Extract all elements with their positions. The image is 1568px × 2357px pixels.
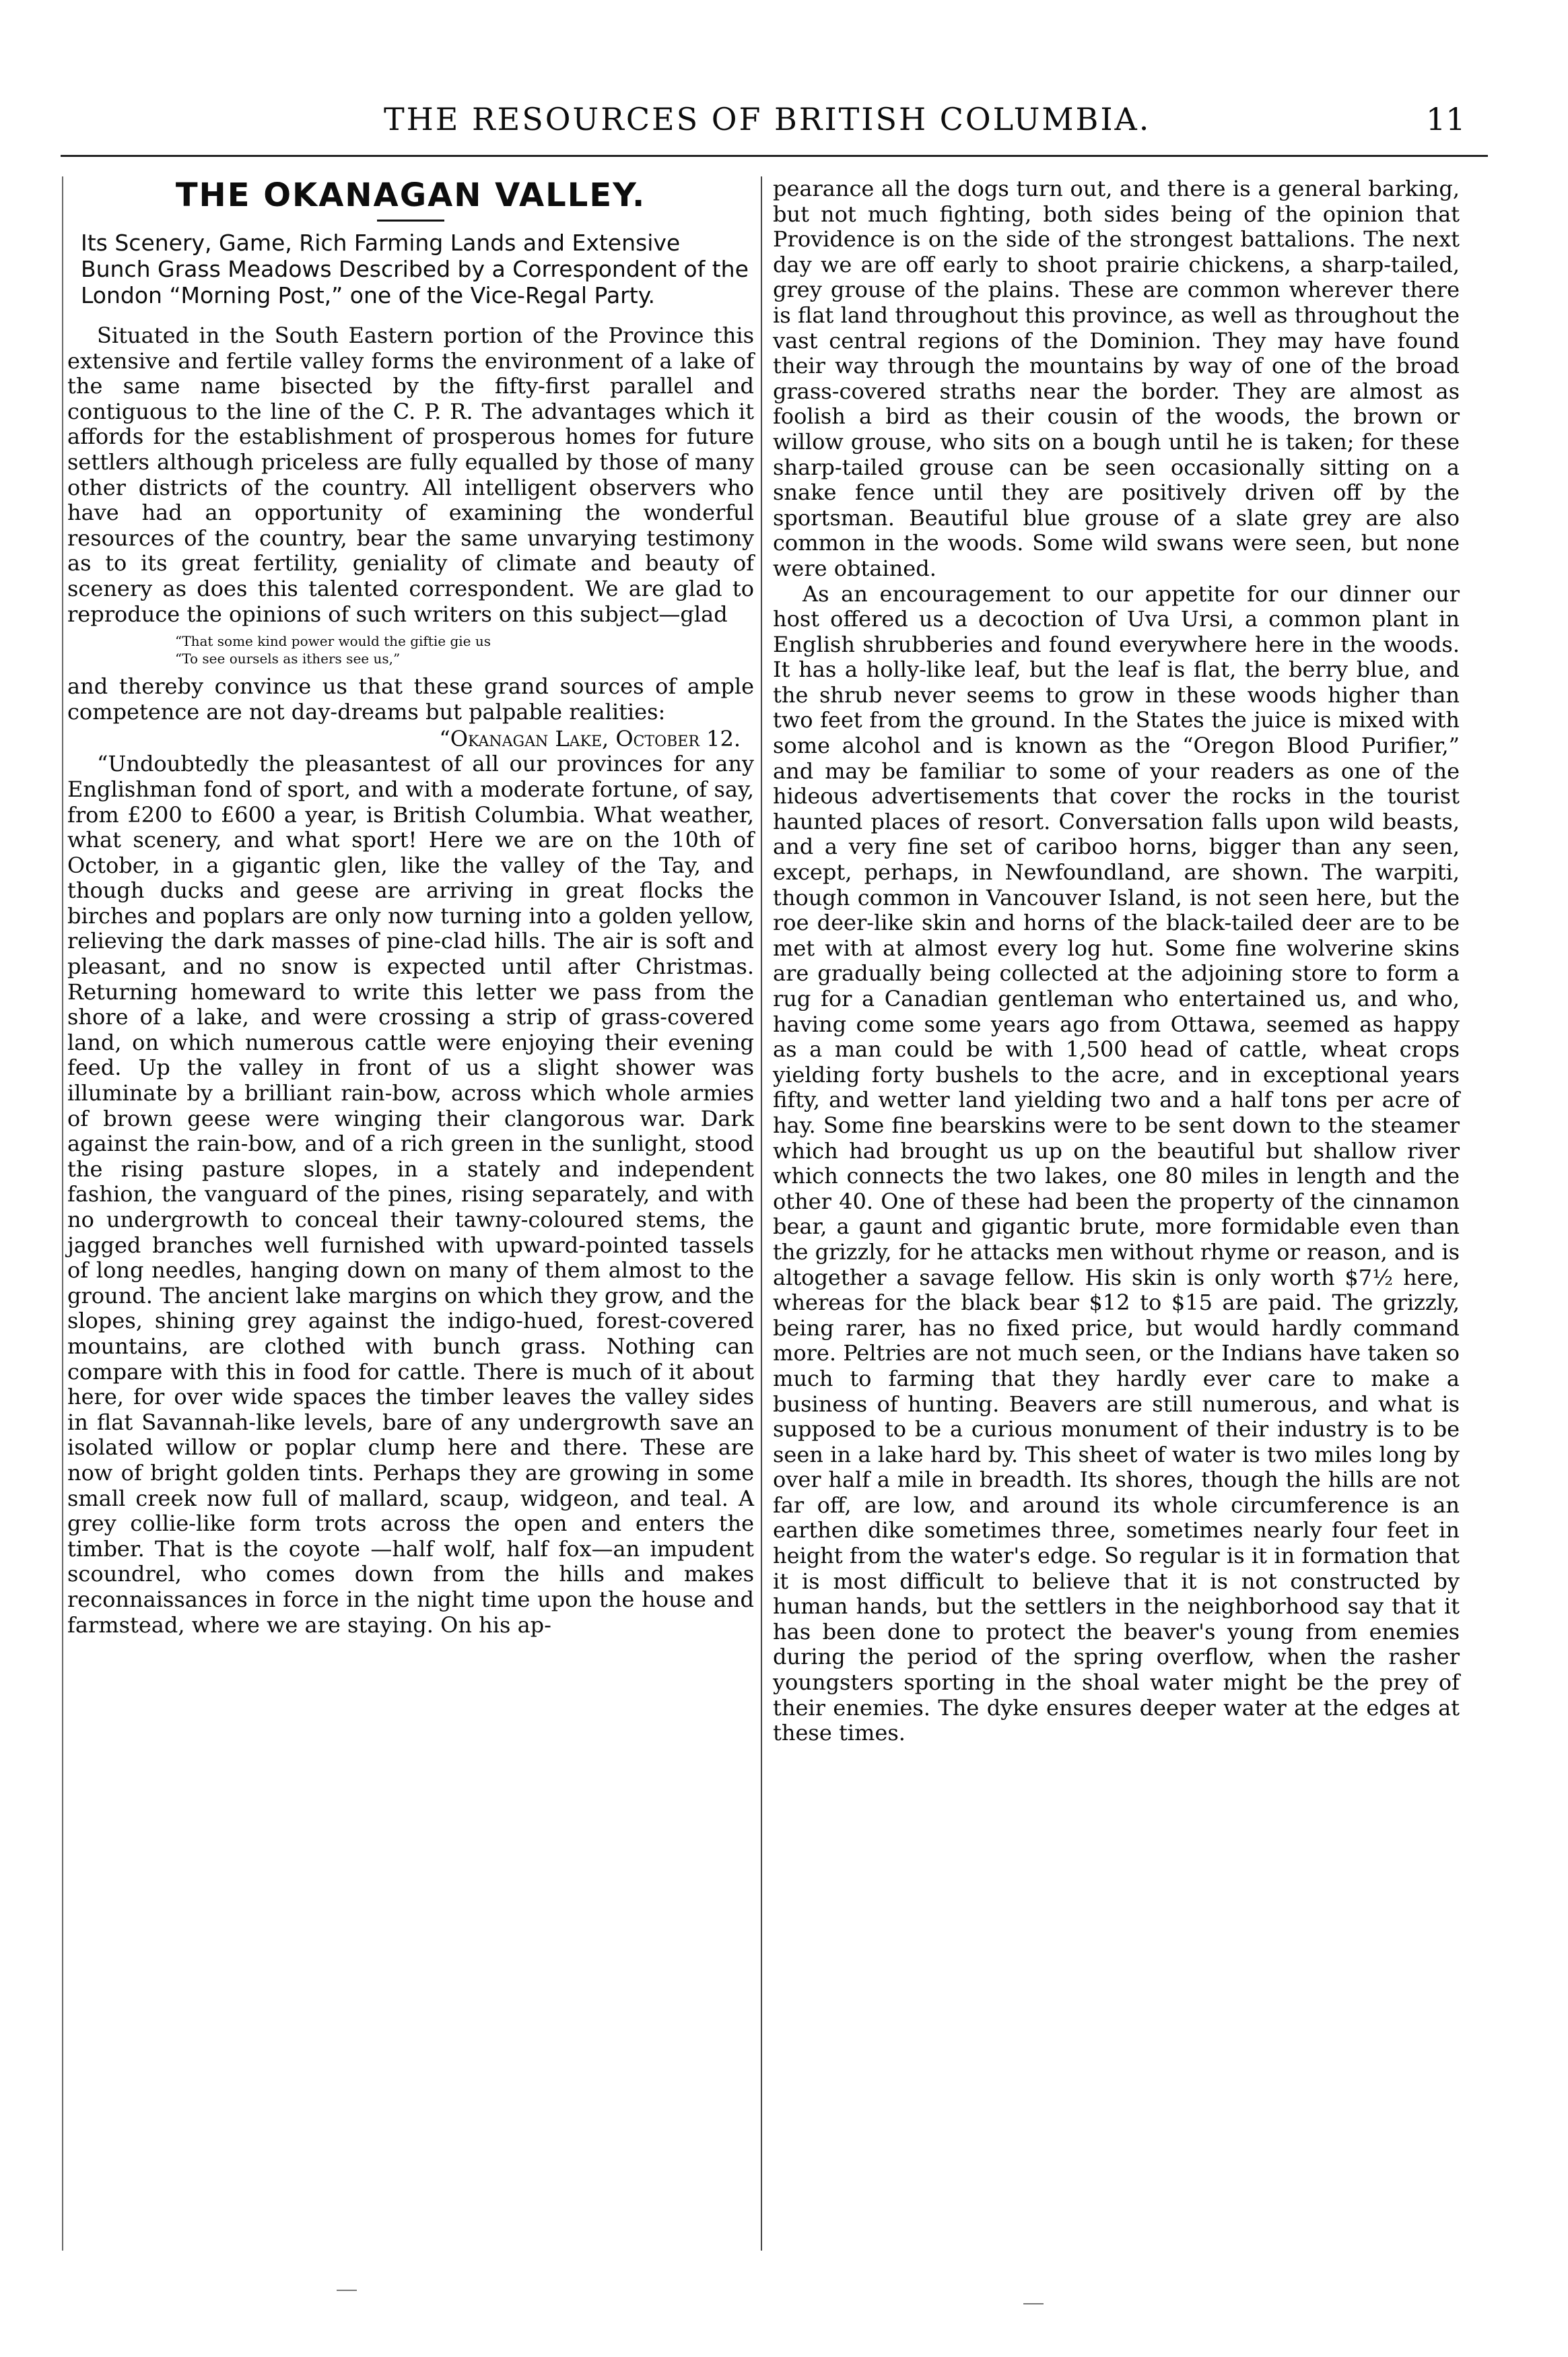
bottom-mark-right (1023, 2303, 1044, 2304)
article-title: THE OKANAGAN VALLEY. (175, 176, 646, 214)
left-column (67, 176, 754, 1638)
article-subhead: Its Scenery, Game, Rich Farming Lands and Extensive Bunch Grass Meadows Described by a Correspondent of the London “Morning Post,” one of the Vice-Regal Party. (81, 230, 749, 308)
after-verse-paragraph: and thereby convince us that these grand sources of ample competence are not day-dreams but palpable realities: (67, 673, 754, 725)
running-head (0, 101, 1568, 148)
bottom-mark-left (337, 2290, 357, 2291)
letter-dateline: “Okanagan Lake, October 12. (439, 726, 741, 752)
title-rule (377, 220, 444, 222)
verse-line-1: “That some kind power would the giftie gie us (175, 633, 491, 650)
letter-body-right-2: As an encouragement to our appetite for our dinner our host offered us a decoction of Uva Ursi, a common plant in English shrubberies and found everywhere here in the woods. It has a holly-like leaf, but the leaf is flat, the berry blue, and the shrub never seems to grow in these woods higher than two feet from the ground. In the States the juice is mixed with some alcohol and is known as the “Oregon Blood Purifier,” and may be familiar to some of your readers as one of the hideous advertisements that cover the rocks in the tourist haunted places of resort. Conversation falls upon wild beasts, and a very fine set of cariboo horns, bigger than any seen, except, perhaps, in Newfoundland, are shown. The warpiti, though common in Vancouver Island, is not seen here, but the roe deer-like skin and horns of the black-tailed deer are to be met with at almost every log hut. Some fine wolverine skins are gradually being collected at the adjoining store to form a rug for a Canadian gentleman who entertained us, and who, having come some years ago from Ottawa, seemed as happy as a man could be with 1,500 head of cattle, wheat crops yielding forty bushels to the acre, and in exceptional years fifty, and wetter land yielding two and a half tons per acre of hay. Some fine bearskins were to be sent down to the steamer which had brought us up on the beautiful but shallow river which connects the two lakes, one 80 miles in length and the other 40. One of these had been the property of the cinnamon bear, a gaunt and gigantic brute, more formidable even than the grizzly, for he attacks men without rhyme or reason, and is altogether a savage fellow. His skin is only worth $7½ here, whereas for the black bear $12 to $15 are paid. The grizzly, being rarer, has no fixed price, but would hardly command more. Peltries are not much seen, or the Indians have taken so much to farming that they hardly ever care to make a business of hunting. Beavers are still numerous, and what is supposed to be a curious monument of their industry is to be seen in a lake hard by. This sheet of water is two miles long by over half a mile in breadth. Its shores, though the hills are not far off, are low, and around its whole circumference is an earthen dike sometimes three, sometimes nearly four feet in height from the water's edge. So regular is it in formation that it is most difficult to believe that it is not constructed by human hands, but the settlers in the neighborhood say that it has been done to protect the beaver's young from enemies during the period of the spring overflow, when the rasher youngsters sporting in the shoal water might be the prey of their enemies. The dyke ensures deeper water at the edges at these times. (773, 580, 1460, 1746)
column-divider (761, 176, 762, 2251)
intro-paragraph: Situated in the South Eastern portion of the Province this extensive and fertile valley forms the environment of a lake of the same name bisected by the fifty-first parallel and contiguous to the line of the C. P. R. The advantages which it affords for the establishment of prosperous homes for future settlers although priceless are fully equalled by those of many other districts of the country. All intelligent observers who have had an opportunity of examining the wonderful resources of the country, bear the same unvarying testimony as to its great fertility, geniality of climate and beauty of scenery as does this talented correspondent. We are glad to reproduce the opinions of such writers on this subject—glad (67, 323, 754, 627)
verse-line-2: “To see oursels as ithers see us,” (175, 651, 401, 667)
running-title: THE RESOURCES OF BRITISH COLUMBIA. (384, 101, 1151, 137)
letter-body-left: “Undoubtedly the pleasantest of all our provinces for any Englishman fond of sport, and with a moderate fortune, of say, from £200 to £600 a year, is British Columbia. What weather, what scenery, and what sport! Here we are on the 10th of October, in a gigantic glen, like the valley of the Tay, and though ducks and geese are arriving in great flocks the birches and poplars are only now turning into a golden yellow, relieving the dark masses of pine-clad hills. The air is soft and pleasant, and no snow is expected until after Christmas. Returning homeward to write this letter we pass from the shore of a lake, and were crossing a strip of grass-covered land, on which numerous cattle were enjoying their evening feed. Up the valley in front of us a slight shower was illuminate by a brilliant rain-bow, across which whole armies of brown geese were winging their clangorous war. Dark against the rain-bow, and of a rich green in the sunlight, stood the rising pasture slopes, in a stately and independent fashion, the vanguard of the pines, rising separately, and with no undergrowth to conceal their tawny-coloured stems, the jagged branches well furnished with upward-pointed tassels of long needles, hanging down on many of them almost to the ground. The ancient lake margins on which they grow, and the slopes, shining grey against the indigo-hued, forest-covered mountains, are clothed with bunch grass. Nothing can compare with this in food for cattle. There is much of it about here, for over wide spaces the timber leaves the valley sides in flat Savannah-like levels, bare of any undergrowth save an isolated willow or poplar clump here and there. These are now of bright golden tints. Perhaps they are growing in some small creek now full of mallard, scaup, widgeon, and teal. A grey collie-like form trots across the open and enters the timber. That is the coyote —half wolf, half fox—an impudent scoundrel, who comes down from the hills and makes reconnaissances in force in the night time upon the house and farmstead, where we are staying. On his ap- (67, 751, 754, 1638)
quoted-verse (175, 632, 754, 667)
page-number: 11 (1426, 101, 1466, 137)
left-margin-rule (62, 176, 63, 2251)
right-column (773, 176, 1460, 1746)
header-rule (61, 155, 1488, 157)
letter-body-right-1: pearance all the dogs turn out, and there is a general barking, but not much fighting, both sides being of the opinion that Providence is on the side of the strongest battalions. The next day we are off early to shoot prairie chickens, a sharp-tailed, grey grouse of the plains. These are common wherever there is flat land throughout this province, as well as throughout the vast central regions of the Dominion. They may have found their way through the mountains by way of one of the broad grass-covered straths near the border. They are almost as foolish a bird as their cousin of the woods, the brown or willow grouse, who sits on a bough until he is taken; for these sharp-tailed grouse can be seen occasionally sitting on a snake fence until they are positively driven off by the sportsman. Beautiful blue grouse of a slate grey are also common in the woods. Some wild swans were seen, but none were obtained. (773, 176, 1460, 581)
